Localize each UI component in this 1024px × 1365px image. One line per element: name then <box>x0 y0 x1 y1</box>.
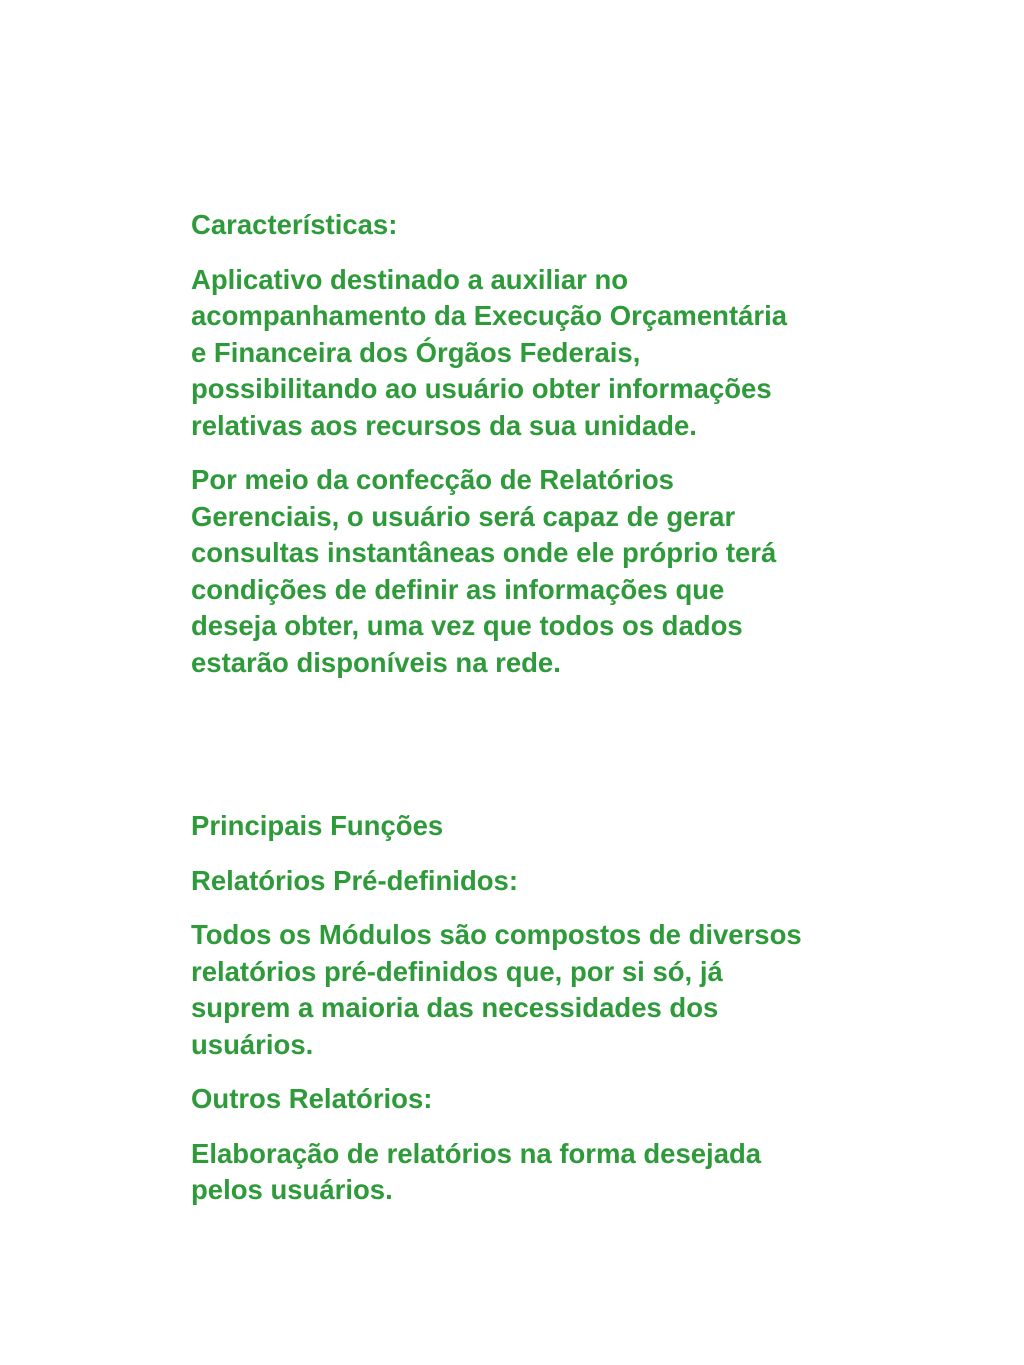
caracteristicas-paragraph-2: Por meio da confecção de Relatórios Gerenciais, o usuário será capaz de gerar consultas instantâneas onde ele próprio terá condições de definir as informações que deseja obter, uma vez que todos os dados estarão disponíveis na rede. <box>191 464 777 678</box>
predefinidos-paragraph: Todos os Módulos são compostos de diversos relatórios pré-definidos que, por si só, já suprem a maioria das necessidades dos usuários. <box>191 919 802 1060</box>
caracteristicas-heading: Características: <box>191 209 398 240</box>
caracteristicas-section <box>191 207 881 681</box>
caracteristicas-paragraph-1: Aplicativo destinado a auxiliar no acompanhamento da Execução Orçamentária e Financeira dos Órgãos Federais, possibilitando ao usuário obter informações relativas aos recursos da sua unidade. <box>191 263 788 441</box>
funcoes-heading: Principais Funções <box>191 810 444 841</box>
outros-subheading: Outros Relatórios: <box>191 1083 433 1114</box>
funcoes-section <box>191 808 881 1209</box>
predefinidos-subheading: Relatórios Pré-definidos: <box>191 864 518 896</box>
outros-paragraph: Elaboração de relatórios na forma desejada pelos usuários. <box>191 1137 762 1205</box>
